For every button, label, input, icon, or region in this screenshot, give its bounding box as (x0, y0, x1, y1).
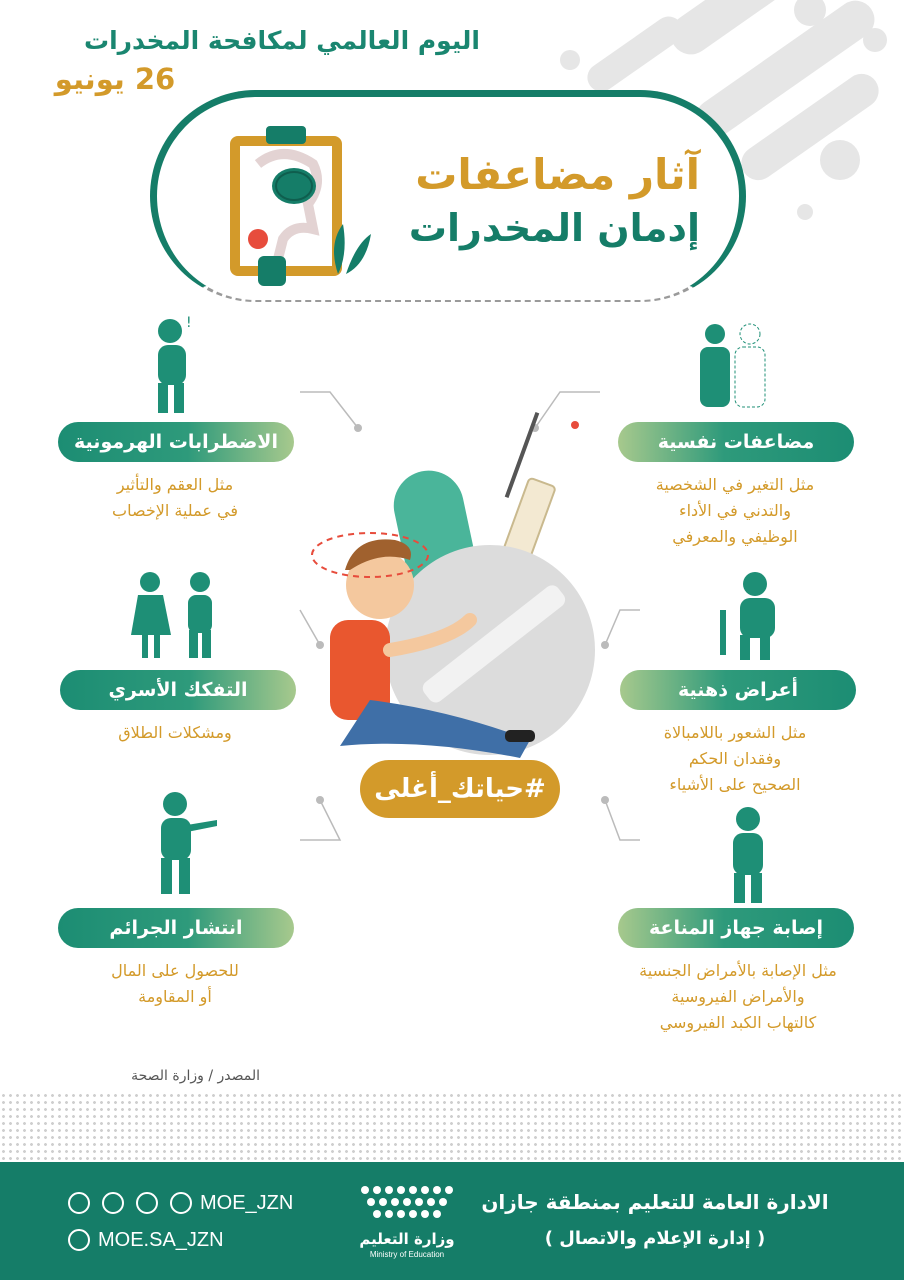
main-title-line2: إدمان المخدرات (408, 206, 700, 250)
effect-mental-desc: مثل الشعور باللامبالاة وفقدان الحكم الصحيح على الأشياء (663, 723, 807, 794)
source-credit: المصدر / وزارة الصحة (131, 1068, 260, 1084)
youtube-icon[interactable] (102, 1192, 124, 1214)
svg-text:!: ! (186, 315, 192, 331)
split-personality-icon (690, 322, 780, 412)
effect-psychological-tag: مضاعفات نفسية (618, 422, 854, 462)
confused-person-icon (140, 315, 210, 415)
event-date: 26 يونيو (54, 62, 176, 96)
ministry-logo-icon (355, 1180, 459, 1230)
effect-hormonal-tag: الاضطرابات الهرمونية (58, 422, 294, 462)
criminal-with-knife-icon (145, 790, 225, 900)
effect-mental-tag: أعراض ذهنية (620, 670, 856, 710)
effect-crime-tag: انتشار الجرائم (58, 908, 294, 948)
effect-psychological-desc: مثل التغير في الشخصية والتدني في الأداء الوظيفي والمعرفي (655, 475, 815, 546)
effect-immune-desc: مثل الإصابة بالأمراض الجنسية والأمراض الفيروسية كالتهاب الكبد الفيروسي (639, 961, 837, 1032)
event-title: اليوم العالمي لمكافحة المخدرات (83, 26, 480, 55)
snapchat-icon[interactable] (68, 1192, 90, 1214)
sick-person-icon (718, 805, 778, 905)
effect-family-tag: التفكك الأسري (60, 670, 296, 710)
footer-org-name: الادارة العامة للتعليم بمنطقة جازان (481, 1190, 829, 1214)
main-title-line1: آثار مضاعفات (415, 150, 700, 199)
family-conflict-icon (128, 570, 223, 660)
effect-immune-tag: إصابة جهاز المناعة (618, 908, 854, 948)
effect-hormonal-desc: مثل العقم والتأثير في عملية الإخصاب (112, 475, 238, 520)
effect-family-desc: ومشكلات الطلاق (118, 723, 232, 742)
footer-department: ( إدارة الإعلام والاتصال ) (544, 1228, 766, 1249)
instagram-icon[interactable] (136, 1192, 158, 1214)
dotted-pattern (0, 1092, 904, 1162)
sad-person-sitting-icon (715, 570, 785, 660)
twitter-handle[interactable]: MOE_JZN (200, 1192, 294, 1214)
ministry-name-arabic: وزارة التعليم (359, 1230, 455, 1248)
facebook-handle[interactable]: MOE.SA_JZN (98, 1229, 224, 1251)
hashtag-badge: #حياتك_أغلى (360, 760, 560, 818)
effect-crime-desc: للحصول على المال أو المقاومة (111, 961, 239, 1006)
facebook-icon[interactable] (68, 1229, 90, 1251)
twitter-icon[interactable] (170, 1192, 192, 1214)
ministry-name-english: Ministry of Education (369, 1250, 445, 1259)
central-addiction-illustration (300, 400, 610, 760)
